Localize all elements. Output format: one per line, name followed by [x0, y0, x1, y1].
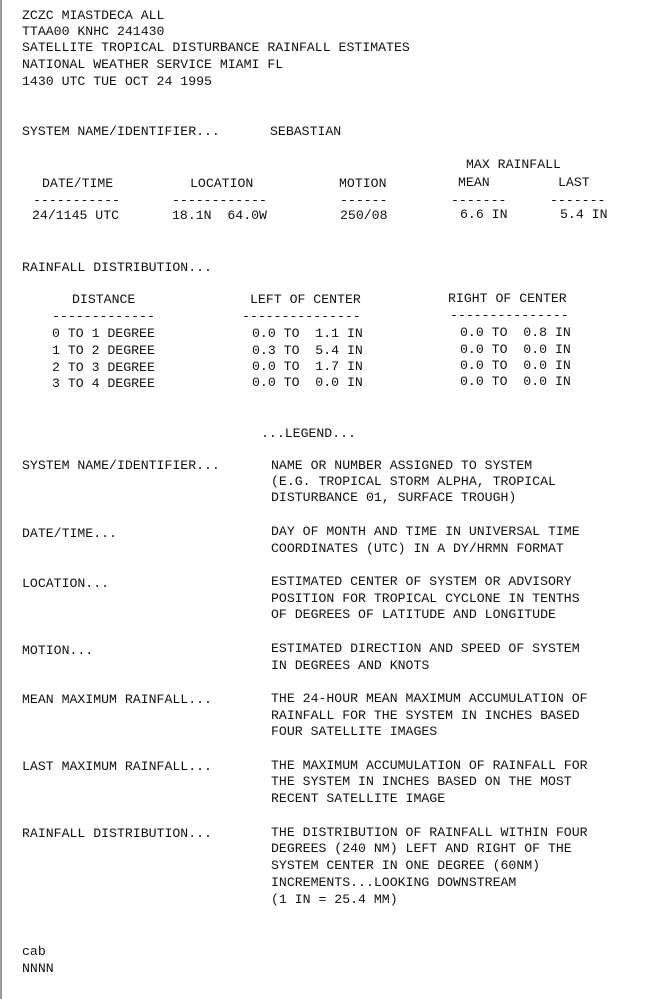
dist-row-distance: 3 TO 4 DEGREE: [52, 376, 155, 391]
legend-text-line: (1 IN = 25.4 MM): [271, 892, 398, 907]
dist-row-distance: 1 TO 2 DEGREE: [52, 343, 155, 358]
legend-text-line: THE 24-HOUR MEAN MAXIMUM ACCUMULATION OF: [271, 691, 588, 706]
legend-text-line: INCREMENTS...LOOKING DOWNSTREAM: [271, 875, 517, 890]
dist-col-left-underline: ---------------: [242, 309, 361, 324]
distribution-title: RAINFALL DISTRIBUTION...: [22, 260, 212, 275]
dist-row-left: 0.3 TO 5.4 IN: [252, 343, 363, 358]
legend-term: LAST MAXIMUM RAINFALL...: [22, 759, 212, 774]
dist-col-distance-header: DISTANCE: [72, 292, 136, 307]
dist-col-left-header: LEFT OF CENTER: [250, 292, 361, 307]
col-motion-underline: ------: [340, 193, 388, 208]
col-mean-header: MEAN: [458, 175, 490, 190]
max-rainfall-header: MAX RAINFALL: [466, 157, 561, 172]
footer-end-marker: NNNN: [22, 961, 54, 976]
legend-text-line: FOUR SATELLITE IMAGES: [271, 724, 438, 739]
legend-text-line: THE MAXIMUM ACCUMULATION OF RAINFALL FOR: [271, 758, 588, 773]
legend-text-line: THE SYSTEM IN INCHES BASED ON THE MOST: [271, 774, 572, 789]
row-location: 18.1N 64.0W: [172, 208, 267, 223]
legend-text-line: DAY OF MONTH AND TIME IN UNIVERSAL TIME: [271, 524, 580, 539]
header-line-2: TTAA00 KNHC 241430: [22, 24, 165, 39]
system-value: SEBASTIAN: [270, 124, 342, 139]
dist-row-left: 0.0 TO 1.7 IN: [252, 359, 363, 374]
dist-col-distance-underline: -------------: [52, 309, 155, 324]
legend-term: MEAN MAXIMUM RAINFALL...: [22, 692, 212, 707]
dist-row-distance: 2 TO 3 DEGREE: [52, 360, 155, 375]
legend-text-line: RECENT SATELLITE IMAGE: [271, 791, 446, 806]
legend-title: ...LEGEND...: [261, 426, 356, 441]
col-motion-header: MOTION: [339, 176, 387, 191]
dist-col-right-header: RIGHT OF CENTER: [448, 291, 567, 306]
row-last: 5.4 IN: [560, 207, 608, 222]
row-motion: 250/08: [340, 208, 388, 223]
legend-text-line: ESTIMATED DIRECTION AND SPEED OF SYSTEM: [271, 641, 580, 656]
legend-text-line: IN DEGREES AND KNOTS: [271, 658, 430, 673]
legend-text-line: (E.G. TROPICAL STORM ALPHA, TROPICAL: [271, 474, 556, 489]
page-edge: [0, 0, 2, 999]
legend-text-line: OF DEGREES OF LATITUDE AND LONGITUDE: [271, 607, 556, 622]
legend-term: MOTION...: [22, 643, 94, 658]
legend-text-line: POSITION FOR TROPICAL CYCLONE IN TENTHS: [271, 591, 580, 606]
col-datetime-underline: -----------: [33, 193, 121, 208]
footer-initials: cab: [22, 944, 46, 959]
dist-row-left: 0.0 TO 1.1 IN: [252, 326, 363, 341]
header-line-5: 1430 UTC TUE OCT 24 1995: [22, 74, 212, 89]
dist-row-distance: 0 TO 1 DEGREE: [52, 326, 155, 341]
header-line-4: NATIONAL WEATHER SERVICE MIAMI FL: [22, 57, 284, 72]
legend-text-line: ESTIMATED CENTER OF SYSTEM OR ADVISORY: [271, 574, 572, 589]
col-location-underline: ------------: [172, 193, 267, 208]
col-datetime-header: DATE/TIME: [42, 176, 114, 191]
system-label: SYSTEM NAME/IDENTIFIER...: [22, 124, 220, 139]
legend-text-line: NAME OR NUMBER ASSIGNED TO SYSTEM: [271, 458, 533, 473]
legend-text-line: RAINFALL FOR THE SYSTEM IN INCHES BASED: [271, 708, 580, 723]
header-line-3: SATELLITE TROPICAL DISTURBANCE RAINFALL ESTIMATES: [22, 40, 410, 55]
dist-row-right: 0.0 TO 0.0 IN: [460, 358, 571, 373]
dist-row-right: 0.0 TO 0.0 IN: [460, 374, 571, 389]
col-location-header: LOCATION: [190, 176, 254, 191]
legend-text-line: THE DISTRIBUTION OF RAINFALL WITHIN FOUR: [271, 825, 588, 840]
col-mean-underline: -------: [451, 193, 507, 208]
row-mean: 6.6 IN: [460, 207, 508, 222]
header-line-1: ZCZC MIASTDECA ALL: [22, 8, 165, 23]
legend-text-line: SYSTEM CENTER IN ONE DEGREE (60NM): [271, 858, 541, 873]
legend-term: SYSTEM NAME/IDENTIFIER...: [22, 458, 220, 473]
legend-text-line: COORDINATES (UTC) IN A DY/HRMN FORMAT: [271, 541, 564, 556]
dist-col-right-underline: ---------------: [450, 308, 569, 323]
legend-text-line: DEGREES (240 NM) LEFT AND RIGHT OF THE: [271, 841, 572, 856]
col-last-underline: -------: [550, 193, 606, 208]
legend-text-line: DISTURBANCE 01, SURFACE TROUGH): [271, 490, 517, 505]
legend-term: DATE/TIME...: [22, 526, 117, 541]
col-last-header: LAST: [558, 175, 590, 190]
dist-row-right: 0.0 TO 0.0 IN: [460, 342, 571, 357]
legend-term: LOCATION...: [22, 576, 110, 591]
dist-row-left: 0.0 TO 0.0 IN: [252, 375, 363, 390]
legend-term: RAINFALL DISTRIBUTION...: [22, 826, 212, 841]
dist-row-right: 0.0 TO 0.8 IN: [460, 325, 571, 340]
row-datetime: 24/1145 UTC: [32, 208, 120, 223]
